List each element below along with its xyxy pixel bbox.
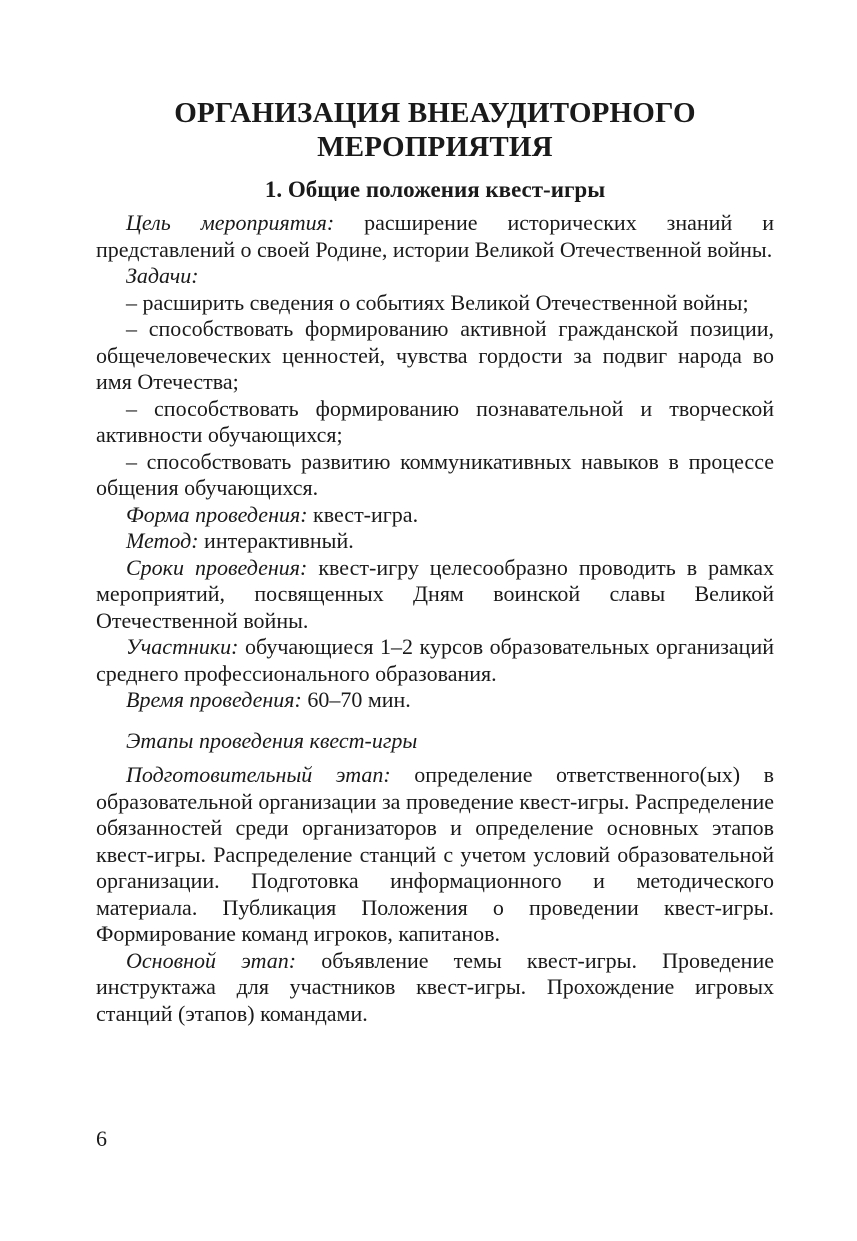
task-item: – способствовать развитию коммуникативных навыков в процессе общения обучающихся. (96, 448, 774, 500)
page-number: 6 (96, 1126, 107, 1151)
method-text: интерактивный. (198, 528, 354, 553)
goal-label: Цель мероприятия: (126, 210, 335, 235)
participants-text: обучающиеся 1–2 курсов образовательных организаций среднего профессионального образования. (96, 634, 774, 686)
stages-heading: Этапы проведения квест-игры (126, 727, 418, 753)
form-text: квест-игра. (307, 501, 419, 527)
participants-paragraph (96, 634, 774, 687)
section-heading: 1. Общие положения квест-игры (264, 177, 606, 202)
duration-paragraph (96, 687, 774, 714)
main-stage-label: Основной этап: (126, 947, 297, 973)
preparatory-stage-paragraph (96, 762, 774, 948)
duration-text: 60–70 мин. (301, 687, 411, 712)
method-label: Метод: (126, 528, 199, 553)
task-item: – расширить сведения о событиях Великой Отечественной войны; (126, 289, 749, 315)
main-stage-text: объявление темы квест-игры. Проведение инструктажа для участников квест-игры. Прохождение игровых станций (этапов) командами. (96, 947, 774, 1026)
terms-label: Сроки проведения: (126, 554, 308, 580)
terms-text: квест-игру целесообразно проводить в рамках мероприятий, посвященных Дням воинской славы Великой Отечественной войны. (96, 554, 774, 633)
terms-paragraph (96, 555, 774, 635)
page-title-line-2: МЕРОПРИЯТИЯ (317, 131, 553, 163)
page-content (96, 96, 774, 1027)
task-item: – способствовать формированию активной гражданской позиции, общечеловеческих ценностей, чувства гордости за подвиг народа во имя Отечества; (96, 316, 774, 394)
tasks-label-text: Задачи: (126, 263, 199, 288)
method-paragraph (96, 528, 774, 555)
participants-label: Участники: (126, 634, 239, 659)
form-paragraph (96, 502, 774, 529)
preparatory-stage-text: определение ответственного(ых) в образовательной организации за проведение квест-игры. Распределение обязанностей среди организаторов и определение основных этапов квест-игры. Распределение станций с учетом условий образовательной организации. Подготовка информационного и методического материала. Публикация Положения о проведении квест-игры. Формирование команд игроков, капитанов. (96, 762, 774, 946)
task-item: – способствовать формированию познавательной и творческой активности обучающихся; (96, 395, 774, 447)
goal-paragraph (96, 210, 774, 263)
page-title-line-1: ОРГАНИЗАЦИЯ ВНЕАУДИТОРНОГО (174, 97, 696, 129)
tasks-label (96, 263, 774, 290)
duration-label: Время проведения: (126, 687, 302, 712)
main-stage-paragraph (96, 948, 774, 1028)
page-title (96, 96, 774, 164)
preparatory-stage-label: Подготовительный этап: (126, 762, 391, 787)
form-label: Форма проведения: (126, 501, 308, 527)
goal-text: расширение исторических знаний и представлений о своей Родине, истории Великой Отечественной войны. (96, 210, 774, 262)
